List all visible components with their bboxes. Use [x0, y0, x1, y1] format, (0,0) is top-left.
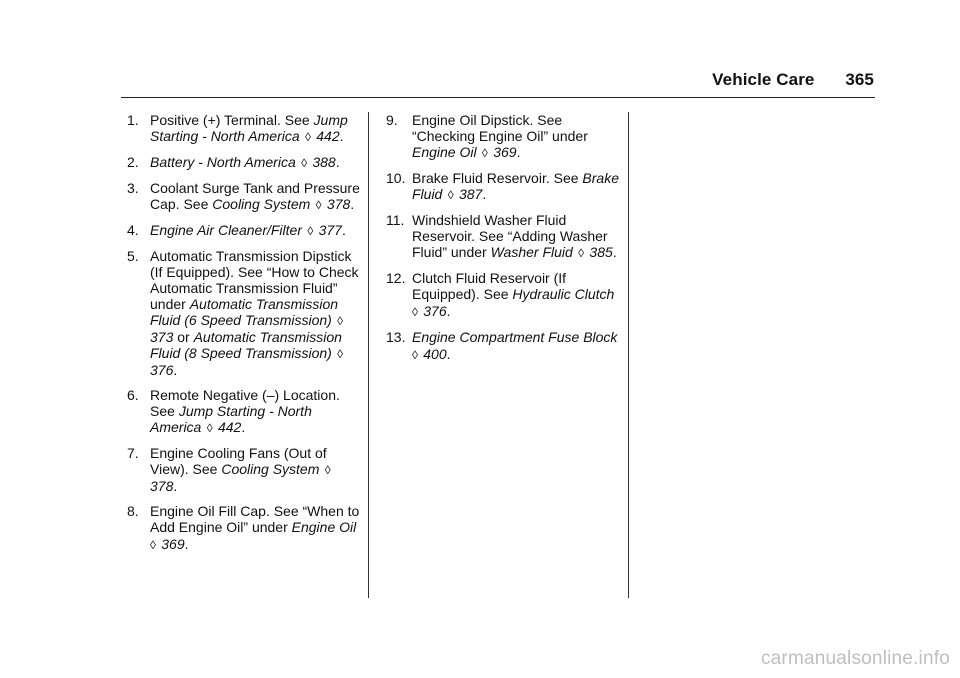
item-number: 12. — [386, 270, 406, 286]
item-number: 6. — [127, 387, 139, 403]
list-item — [386, 212, 622, 261]
page-ref-icon: ◊ — [312, 198, 325, 212]
page-number: 365 — [845, 70, 874, 89]
item-text — [412, 170, 622, 203]
cross-reference-link[interactable]: Jump Starting - North America — [150, 403, 312, 435]
item-text-run: Brake Fluid Reservoir. See — [412, 170, 583, 186]
list-item — [127, 112, 363, 145]
cross-reference-link[interactable]: Cooling System — [212, 196, 311, 212]
cross-reference-link[interactable]: 442 — [217, 419, 242, 435]
cross-reference-link[interactable]: 376 — [423, 303, 447, 319]
cross-reference-link[interactable]: Automatic Transmission Fluid (8 Speed Transmission) — [150, 329, 342, 361]
item-text — [150, 112, 363, 145]
item-text-run: Clutch Fluid Reservoir (If Equipped). See — [412, 270, 567, 302]
item-text-run: . — [335, 154, 340, 170]
item-text-run: . — [339, 128, 344, 144]
cross-reference-link[interactable]: 369 — [493, 144, 517, 160]
cross-reference-link[interactable]: Hydraulic Clutch — [512, 286, 615, 302]
item-number: 4. — [127, 222, 139, 238]
item-text-run: . — [482, 186, 487, 202]
column-divider-1 — [368, 112, 369, 598]
cross-reference-link[interactable]: Washer Fluid — [490, 244, 573, 260]
list-item — [127, 154, 363, 171]
column-divider-2 — [628, 112, 629, 598]
list-item — [386, 170, 622, 203]
item-text-run: . — [184, 536, 189, 552]
page-ref-icon: ◊ — [333, 347, 344, 361]
item-text — [150, 445, 363, 494]
item-text-run: . — [612, 244, 617, 260]
item-text — [412, 329, 622, 363]
page-ref-icon: ◊ — [412, 348, 422, 362]
page-ref-icon: ◊ — [444, 188, 457, 202]
cross-reference-link[interactable]: 387 — [458, 186, 483, 202]
list-item — [386, 329, 622, 363]
page-ref-icon: ◊ — [150, 538, 160, 552]
page-ref-icon: ◊ — [297, 156, 311, 170]
item-text — [412, 270, 622, 320]
item-number: 10. — [386, 170, 406, 186]
item-text-run: . — [173, 478, 178, 494]
item-text — [412, 112, 622, 161]
item-text-run: Engine Oil Fill Cap. See “When to Add Engine Oil” under — [150, 503, 360, 535]
item-number: 5. — [127, 248, 139, 264]
list-item — [127, 180, 363, 213]
cross-reference-link[interactable]: 373 — [150, 329, 174, 345]
list-item — [127, 248, 363, 378]
cross-reference-link[interactable]: Cooling System — [221, 461, 320, 477]
column-middle — [386, 112, 622, 372]
column-left — [127, 112, 363, 562]
page-ref-icon: ◊ — [304, 224, 317, 238]
list-item — [127, 445, 363, 494]
cross-reference-link[interactable]: 378 — [150, 478, 174, 494]
page-ref-icon: ◊ — [203, 421, 216, 435]
item-text-run: . — [241, 419, 246, 435]
list-item — [386, 270, 622, 320]
cross-reference-link[interactable]: 369 — [161, 536, 185, 552]
item-number: 8. — [127, 503, 139, 519]
item-text-run: or — [173, 329, 194, 345]
item-text-run: Coolant Surge Tank and Pressure Cap. See — [150, 180, 360, 212]
item-number: 11. — [386, 212, 405, 228]
item-number: 13. — [386, 329, 406, 345]
cross-reference-link[interactable]: Battery - North America — [150, 154, 296, 170]
item-text-run: Positive (+) Terminal. See — [150, 112, 314, 128]
item-number: 2. — [127, 154, 139, 170]
page-header — [712, 70, 874, 90]
item-text-run: Engine Cooling Fans (Out of View). See — [150, 445, 327, 477]
cross-reference-link[interactable]: Engine Oil — [412, 144, 477, 160]
item-number: 1. — [127, 112, 139, 128]
item-text — [150, 180, 363, 213]
page-ref-icon: ◊ — [412, 305, 422, 319]
item-text-run: . — [446, 346, 451, 362]
cross-reference-link[interactable]: 400 — [423, 346, 447, 362]
cross-reference-link[interactable]: Engine Oil — [291, 519, 357, 535]
cross-reference-link[interactable]: 376 — [150, 362, 174, 378]
list-item — [127, 387, 363, 436]
item-text — [150, 387, 363, 436]
list-item — [386, 112, 622, 161]
page-ref-icon: ◊ — [301, 130, 315, 144]
watermark: carmanualsonline.info — [760, 648, 950, 669]
item-text-run: Windshield Washer Fluid Reservoir. See “Adding Washer Fluid” under — [412, 212, 608, 260]
page-ref-icon: ◊ — [574, 246, 588, 260]
item-text — [150, 222, 363, 239]
item-text-run: . — [341, 222, 346, 238]
item-text-run: Remote Negative (–) Location. See — [150, 387, 340, 419]
list-item — [127, 503, 363, 553]
item-number: 7. — [127, 445, 139, 461]
item-text-run: Engine Oil Dipstick. See “Checking Engine Oil” under — [412, 112, 588, 144]
page-ref-icon: ◊ — [478, 146, 492, 160]
cross-reference-link[interactable]: Automatic Transmission Fluid (6 Speed Transmission) — [150, 296, 339, 328]
item-text-run: . — [516, 144, 521, 160]
item-number: 9. — [386, 112, 398, 128]
item-number: 3. — [127, 180, 139, 196]
item-text — [150, 154, 363, 171]
item-text — [150, 248, 363, 378]
section-title: Vehicle Care — [712, 70, 815, 89]
cross-reference-link[interactable]: Engine Compartment Fuse Block — [412, 329, 618, 345]
page-ref-icon: ◊ — [333, 314, 344, 328]
cross-reference-link[interactable]: Brake Fluid — [412, 170, 619, 202]
cross-reference-link[interactable]: Jump Starting - North America — [150, 112, 348, 144]
item-text-run: . — [446, 303, 451, 319]
page-ref-icon: ◊ — [321, 463, 331, 477]
item-text-run: Automatic Transmission Dipstick (If Equipped). See “How to Check Automatic Transmission Fluid” under — [150, 248, 359, 312]
cross-reference-link[interactable]: 442 — [316, 128, 340, 144]
item-text-run: . — [173, 362, 178, 378]
cross-reference-link[interactable]: 378 — [326, 196, 351, 212]
item-text-run: . — [350, 196, 355, 212]
header-rule — [121, 97, 875, 98]
item-text — [412, 212, 622, 261]
list-item — [127, 222, 363, 239]
cross-reference-link[interactable]: 388 — [312, 154, 336, 170]
cross-reference-link[interactable]: Engine Air Cleaner/Filter — [150, 222, 302, 238]
cross-reference-link[interactable]: 385 — [589, 244, 613, 260]
cross-reference-link[interactable]: 377 — [318, 222, 342, 238]
item-text — [150, 503, 363, 553]
